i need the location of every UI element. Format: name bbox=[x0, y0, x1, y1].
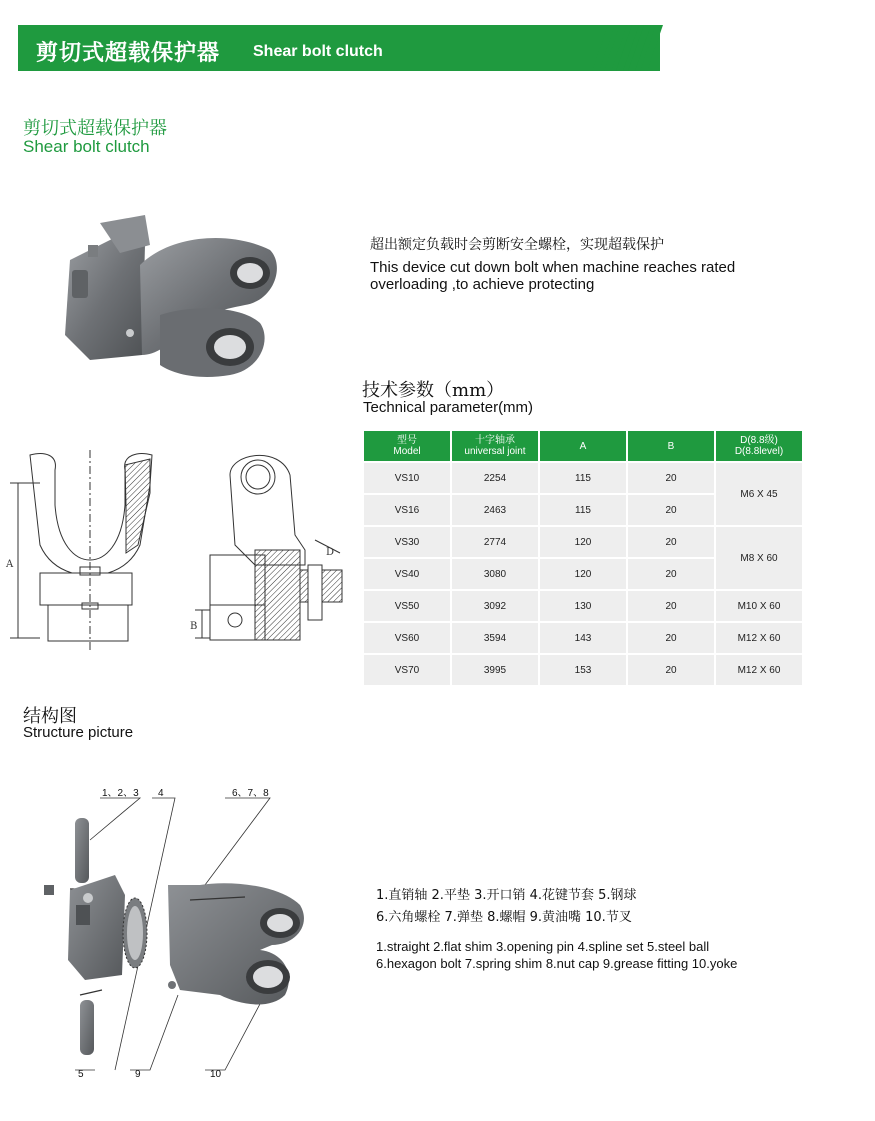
description-en: This device cut down bolt when machine reaches rated overloading ,to achieve protecting bbox=[370, 259, 736, 293]
cell-b: 20 bbox=[628, 591, 714, 621]
structure-title-cn: 结构图 bbox=[23, 706, 77, 727]
header-title-en: Shear bolt clutch bbox=[253, 43, 383, 60]
front-view-drawing bbox=[0, 445, 175, 655]
cell-a: 115 bbox=[540, 495, 626, 525]
cell-b: 20 bbox=[628, 655, 714, 685]
shear-bolt-clutch-image bbox=[50, 205, 290, 385]
cell-a: 130 bbox=[540, 591, 626, 621]
parts-list-cn bbox=[376, 885, 637, 929]
cell-joint: 2463 bbox=[452, 495, 538, 525]
dim-d-label: D bbox=[326, 547, 335, 558]
cell-a: 115 bbox=[540, 463, 626, 493]
table-row bbox=[364, 655, 802, 685]
technical-title-en: Technical parameter(mm) bbox=[363, 399, 534, 416]
parts-en-line-1: 1.straight 2.flat shim 3.opening pin 4.spline set 5.steel ball bbox=[376, 939, 710, 954]
table-row bbox=[364, 527, 802, 557]
cell-joint: 2254 bbox=[452, 463, 538, 493]
parts-en-line-2: 6.hexagon bolt 7.spring shim 8.nut cap 9.grease fitting 10.yoke bbox=[376, 956, 738, 971]
cell-joint: 3594 bbox=[452, 623, 538, 653]
technical-title-cn: 技术参数（mm） bbox=[362, 380, 505, 401]
cell-joint: 3092 bbox=[452, 591, 538, 621]
section-title-cn: 剪切式超载保护器 bbox=[23, 118, 167, 139]
cell-b: 20 bbox=[628, 495, 714, 525]
cell-d: M12 X 60 bbox=[716, 623, 802, 653]
exploded-structure-drawing bbox=[40, 785, 330, 1085]
cell-joint: 2774 bbox=[452, 527, 538, 557]
cell-b: 20 bbox=[628, 559, 714, 589]
callout-5: 5 bbox=[78, 1069, 84, 1080]
cell-b: 20 bbox=[628, 527, 714, 557]
table-row bbox=[364, 623, 802, 653]
cell-d: M10 X 60 bbox=[716, 591, 802, 621]
cell-model: VS16 bbox=[364, 495, 450, 525]
table-row bbox=[364, 591, 802, 621]
header-model: 型号 Model bbox=[364, 431, 450, 461]
header-title-cn: 剪切式超载保护器 bbox=[36, 41, 221, 66]
cell-joint: 3995 bbox=[452, 655, 538, 685]
parts-list-en bbox=[376, 938, 737, 972]
header-d: D(8.8级) D(8.8level) bbox=[716, 431, 802, 461]
cell-joint: 3080 bbox=[452, 559, 538, 589]
cell-d: M8 X 60 bbox=[716, 527, 802, 589]
cell-model: VS40 bbox=[364, 559, 450, 589]
side-view-drawing bbox=[190, 445, 350, 655]
table-row bbox=[364, 463, 802, 493]
cell-d: M12 X 60 bbox=[716, 655, 802, 685]
cell-a: 120 bbox=[540, 559, 626, 589]
dim-a-label: A bbox=[6, 559, 14, 570]
header-stripes-decoration bbox=[592, 25, 664, 71]
cell-b: 20 bbox=[628, 463, 714, 493]
header-a: A bbox=[540, 431, 626, 461]
callout-9: 9 bbox=[135, 1069, 141, 1080]
cell-a: 120 bbox=[540, 527, 626, 557]
structure-title-en: Structure picture bbox=[23, 724, 134, 741]
callout-4: 4 bbox=[158, 788, 164, 799]
section-title-en: Shear bolt clutch bbox=[23, 137, 150, 156]
callout-10: 10 bbox=[210, 1069, 222, 1080]
cell-b: 20 bbox=[628, 623, 714, 653]
header-universal-joint: 十字轴承 universal joint bbox=[452, 431, 538, 461]
cell-model: VS10 bbox=[364, 463, 450, 493]
cell-model: VS50 bbox=[364, 591, 450, 621]
dim-b-label: B bbox=[190, 621, 198, 632]
parts-cn-line-1: 1.直销轴 2.平垫 3.开口销 4.花键节套 5.钢球 bbox=[376, 888, 637, 903]
callout-1-2-3: 1、2、3 bbox=[102, 788, 139, 799]
technical-parameter-table bbox=[362, 429, 804, 687]
cell-d: M6 X 45 bbox=[716, 463, 802, 525]
cell-model: VS60 bbox=[364, 623, 450, 653]
cell-a: 153 bbox=[540, 655, 626, 685]
table-header-row bbox=[364, 431, 802, 461]
callout-6-7-8: 6、7、8 bbox=[232, 788, 269, 799]
cell-model: VS70 bbox=[364, 655, 450, 685]
description-cn: 超出额定负载时会剪断安全螺栓，实现超载保护 bbox=[370, 237, 664, 253]
cell-a: 143 bbox=[540, 623, 626, 653]
cell-model: VS30 bbox=[364, 527, 450, 557]
parts-cn-line-2: 6.六角螺栓 7.弹垫 8.螺帽 9.黄油嘴 10.节叉 bbox=[376, 910, 632, 925]
header-b: B bbox=[628, 431, 714, 461]
